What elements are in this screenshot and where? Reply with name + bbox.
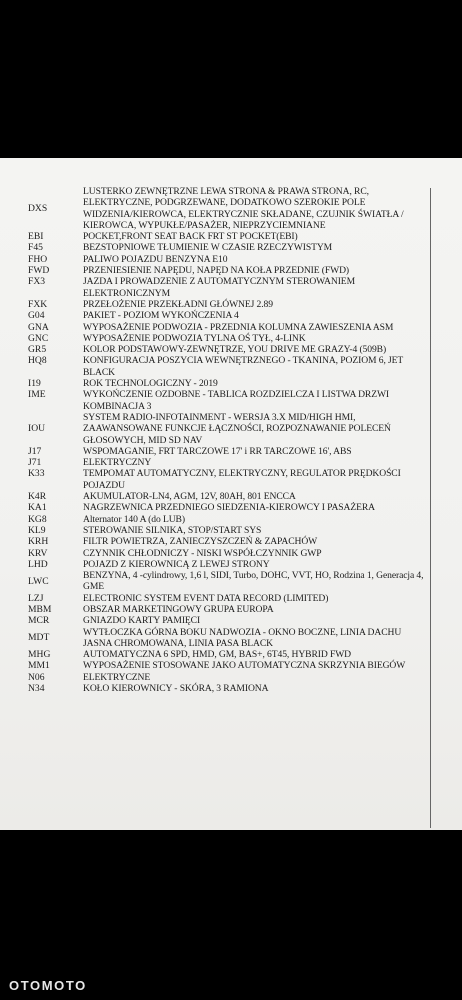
option-code: MCR (28, 615, 50, 627)
option-description: POJAZD Z KIEROWNICĄ Z LEWEJ STRONY (83, 558, 270, 570)
option-description: FILTR POWIETRZA, ZANIECZYSZCZEŃ & ZAPACHÓW (83, 536, 318, 548)
option-code: IOU (28, 423, 46, 435)
option-description: AUTOMATYCZNA 6 SPD, HMD, GM, BAS+, 6T45, HYBRID FWD (83, 649, 351, 661)
table-row (0, 333, 462, 344)
option-code: IME (28, 389, 46, 401)
table-row (0, 355, 462, 378)
option-code: KG8 (28, 513, 47, 525)
option-description: WYKOŃCZENIE OZDOBNE - TABLICA ROZDZIELCZA I LISTWA DRZWI KOMBINACJA 3 (83, 389, 390, 412)
table-row (0, 491, 462, 502)
table-row (0, 310, 462, 321)
option-code: LZJ (28, 592, 44, 604)
otomoto-logo: OTOMOTO (9, 978, 87, 993)
option-code: EBI (28, 231, 44, 243)
option-code: GR5 (28, 344, 47, 356)
option-code: GNC (28, 332, 49, 344)
option-description: WYPOSAŻENIE PODWOZIA TYLNA OŚ TYŁ, 4-LINK (83, 332, 306, 344)
option-code: F45 (28, 242, 43, 254)
option-code-table (0, 186, 462, 694)
option-description: CZYNNIK CHŁODNICZY - NISKI WSPÓŁCZYNNIK GWP (83, 547, 322, 559)
option-description: KOŁO KIEROWNICY - SKÓRA, 3 RAMIONA (83, 683, 269, 695)
table-row (0, 604, 462, 615)
table-row (0, 265, 462, 276)
option-description: PRZEŁOŻENIE PRZEKŁADNI GŁÓWNEJ 2.89 (83, 298, 273, 310)
option-description: POCKET,FRONT SEAT BACK FRT ST POCKET(EBI) (83, 231, 298, 243)
option-description: STEROWANIE SILNIKA, STOP/START SYS (83, 524, 262, 536)
table-row (0, 548, 462, 559)
table-row (0, 254, 462, 265)
option-code: MM1 (28, 660, 50, 672)
option-code: J17 (28, 445, 42, 457)
option-code: FWD (28, 265, 50, 277)
option-code: KL9 (28, 524, 46, 536)
option-description: OBSZAR MARKETINGOWY GRUPA EUROPA (83, 603, 274, 615)
table-row (0, 514, 462, 525)
table-row (0, 412, 462, 446)
option-description: WYTŁOCZKA GÓRNA BOKU NADWOZIA - OKNO BOCZNE, LINIA DACHU JASNA CHROMOWANA, LINIA PASA BLACK (83, 626, 402, 649)
option-code: FX3 (28, 276, 46, 288)
option-code: MDT (28, 632, 50, 644)
table-row (0, 525, 462, 536)
option-description: TEMPOMAT AUTOMATYCZNY, ELEKTRYCZNY, REGULATOR PRĘDKOŚCI POJAZDU (83, 468, 401, 491)
option-description: WYPOSAŻENIE PODWOZIA - PRZEDNIA KOLUMNA ZAWIESZENIA ASM (83, 321, 394, 333)
option-description: JAZDA I PROWADZENIE Z AUTOMATYCZNYM STEROWANIEM ELEKTRONICZNYM (83, 276, 355, 299)
option-code: KRH (28, 536, 49, 548)
table-row (0, 615, 462, 626)
option-description: WYPOSAŻENIE STOSOWANE JAKO AUTOMATYCZNA SKRZYNIA BIEGÓW (83, 660, 406, 672)
table-row (0, 536, 462, 547)
option-code: K4R (28, 491, 47, 503)
option-description: BEZSTOPNIOWE TŁUMIENIE W CZASIE RZECZYWISTYM (83, 242, 333, 254)
option-description: BENZYNA, 4 -cylindrowy, 1,6 l, SIDI, Turbo, DOHC, VVT, HO, Rodzina 1, Generacja 4, GME (83, 570, 424, 593)
option-code: MHG (28, 649, 51, 661)
table-row (0, 186, 462, 231)
option-description: PAKIET - POZIOM WYKOŃCZENIA 4 (83, 310, 239, 322)
table-row (0, 559, 462, 570)
option-description: PRZENIESIENIE NAPĘDU, NAPĘD NA KOŁA PRZEDNIE (FWD) (83, 265, 350, 277)
table-row (0, 389, 462, 412)
option-code: N06 (28, 671, 45, 683)
option-code: N34 (28, 683, 45, 695)
table-row (0, 593, 462, 604)
option-code: I19 (28, 378, 41, 390)
option-description: GNIAZDO KARTY PAMIĘCI (83, 615, 201, 627)
option-code: GNA (28, 321, 49, 333)
watermark-bar (0, 978, 462, 996)
option-description: Alternator 140 A (do LUB) (83, 513, 185, 525)
option-code: J71 (28, 457, 42, 469)
table-row (0, 446, 462, 457)
option-code: LWC (28, 575, 49, 587)
option-code: MBM (28, 603, 52, 615)
option-description: PALIWO POJAZDU BENZYNA E10 (83, 253, 228, 265)
option-code: DXS (28, 202, 48, 214)
option-code: KA1 (28, 502, 47, 514)
option-code: FHO (28, 253, 48, 265)
table-row (0, 570, 462, 593)
option-description: NAGRZEWNICA PRZEDNIEGO SIEDZENIA-KIEROWCY I PASAŻERA (83, 502, 376, 514)
option-code: FXK (28, 298, 48, 310)
table-row (0, 468, 462, 491)
table-row (0, 672, 462, 683)
table-row (0, 322, 462, 333)
option-code: KRV (28, 547, 48, 559)
option-description: KOLOR PODSTAWOWY-ZEWNĘTRZE, YOU DRIVE ME GRAZY-4 (509B) (83, 344, 387, 356)
table-row (0, 276, 462, 299)
option-code: LHD (28, 558, 48, 570)
option-description: AKUMULATOR-LN4, AGM, 12V, 80AH, 801 ENCCA (83, 491, 296, 503)
option-description: WSPOMAGANIE, FRT TARCZOWE 17' i RR TARCZOWE 16', ABS (83, 445, 352, 457)
table-row (0, 299, 462, 310)
option-description: ROK TECHNOLOGICZNY - 2019 (83, 378, 218, 390)
table-row (0, 627, 462, 650)
option-description: LUSTERKO ZEWNĘTRZNE LEWA STRONA & PRAWA STRONA, RC, ELEKTRYCZNE, PODGRZEWANE, DODATKOWO SZEROKIE POLE WIDZENIA/KIEROWCA, ELEKTRYCZNIE SKŁADANE, CZUJNIK ŚWIATŁA / KIEROWCA, WYPUKŁE/PASAŻER, NIEPRZYCIEMNIANE (83, 186, 404, 231)
table-row (0, 344, 462, 355)
option-code: HQ8 (28, 355, 47, 367)
table-row (0, 457, 462, 468)
document-page (0, 158, 462, 830)
table-row (0, 649, 462, 660)
table-row (0, 242, 462, 253)
option-code: G04 (28, 310, 45, 322)
table-row (0, 683, 462, 694)
option-description: ELEKTRYCZNE (83, 671, 151, 683)
option-description: ELECTRONIC SYSTEM EVENT DATA RECORD (LIMITED) (83, 592, 329, 604)
table-row (0, 502, 462, 513)
table-row (0, 378, 462, 389)
option-description: SYSTEM RADIO-INFOTAINMENT - WERSJA 3.X MID/HIGH HMI, ZAAWANSOWANE FUNKCJE ŁĄCZNOŚCI, ROZPOZNAWANIE POLECEŃ GŁOSOWYCH, MID SD NAV (83, 411, 391, 446)
option-code: K33 (28, 468, 45, 480)
option-description: ELEKTRYCZNY (83, 457, 152, 469)
option-description: KONFIGURACJA POSZYCIA WEWNĘTRZNEGO - TKANINA, POZIOM 6, JET BLACK (83, 355, 404, 378)
table-row (0, 660, 462, 671)
table-row (0, 231, 462, 242)
